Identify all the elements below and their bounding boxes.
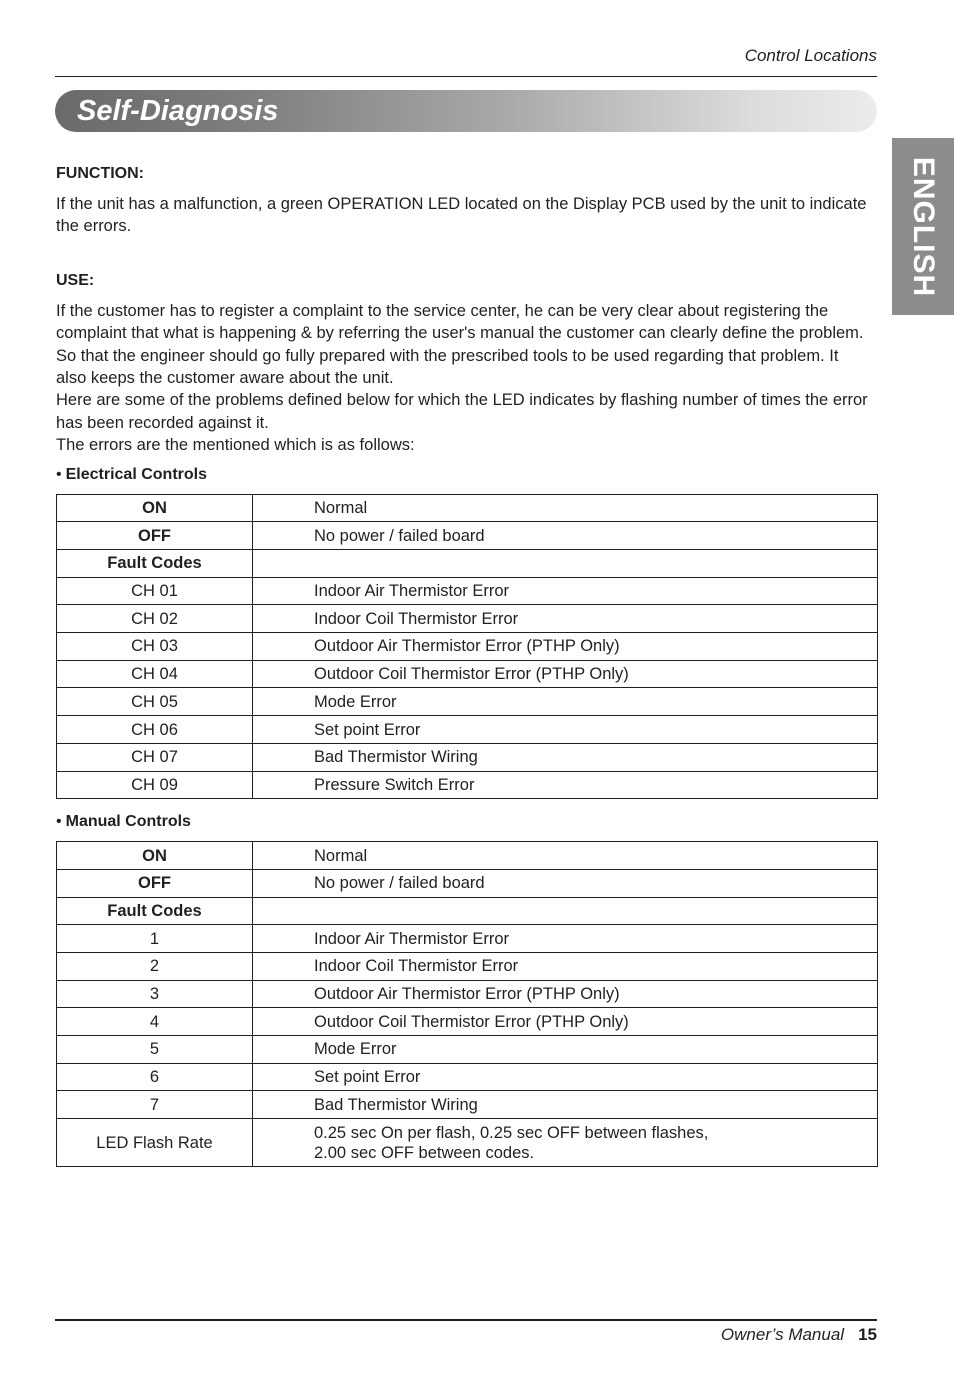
description-line: 2.00 sec OFF between codes.: [314, 1143, 535, 1162]
table-row: [57, 842, 878, 870]
function-text: If the unit has a malfunction, a green OPERATION LED located on the Display PCB used by the unit to indicate the errors.: [56, 195, 867, 236]
table-row: [57, 1091, 878, 1119]
main-content: [56, 163, 872, 1167]
header-divider: [55, 76, 877, 77]
code-cell: CH 09: [57, 771, 253, 799]
description-cell: Outdoor Air Thermistor Error (PTHP Only): [253, 980, 878, 1008]
table-row: [57, 1119, 878, 1167]
use-label: USE:: [56, 271, 95, 289]
description-cell: Outdoor Coil Thermistor Error (PTHP Only): [253, 660, 878, 688]
table-row: [57, 1063, 878, 1091]
code-cell: 1: [57, 925, 253, 953]
code-cell: 6: [57, 1063, 253, 1091]
description-cell: Set point Error: [253, 1063, 878, 1091]
table-row: [57, 688, 878, 716]
table-row: [57, 633, 878, 661]
table-row: [57, 952, 878, 980]
description-cell: Set point Error: [253, 716, 878, 744]
table-row: [57, 897, 878, 925]
description-line: 0.25 sec On per flash, 0.25 sec OFF between flashes,: [314, 1123, 709, 1142]
code-cell: CH 01: [57, 577, 253, 605]
table-row: [57, 660, 878, 688]
code-cell: 3: [57, 980, 253, 1008]
description-cell: Mode Error: [253, 688, 878, 716]
description-cell: Indoor Air Thermistor Error: [253, 925, 878, 953]
description-cell: Indoor Coil Thermistor Error: [253, 952, 878, 980]
code-cell: ON: [57, 842, 253, 870]
bullet-glyph: •: [56, 813, 62, 831]
title-banner: [55, 90, 877, 132]
description-cell: Indoor Coil Thermistor Error: [253, 605, 878, 633]
use-paragraph-1: If the customer has to register a complaint to the service center, he can be very clear about registering the complaint that what is happening & by referring the user's manual the customer can clearly define the problem.: [56, 301, 864, 343]
table-row: [57, 1008, 878, 1036]
code-cell: CH 04: [57, 660, 253, 688]
description-cell: Mode Error: [253, 1036, 878, 1064]
code-cell: CH 06: [57, 716, 253, 744]
page-title: Self-Diagnosis: [77, 95, 279, 127]
description-cell: Indoor Air Thermistor Error: [253, 577, 878, 605]
code-cell: 5: [57, 1036, 253, 1064]
description-cell: [253, 550, 878, 578]
running-header: Control Locations: [744, 46, 877, 65]
code-cell: OFF: [57, 869, 253, 897]
table-row: [57, 522, 878, 550]
table-row: [57, 550, 878, 578]
description-cell: Outdoor Air Thermistor Error (PTHP Only): [253, 633, 878, 661]
code-cell: LED Flash Rate: [57, 1119, 253, 1167]
description-cell: No power / failed board: [253, 522, 878, 550]
description-cell: Bad Thermistor Wiring: [253, 743, 878, 771]
code-cell: Fault Codes: [57, 897, 253, 925]
table-row: [57, 716, 878, 744]
description-cell: Normal: [253, 842, 878, 870]
code-cell: 2: [57, 952, 253, 980]
code-cell: 7: [57, 1091, 253, 1119]
use-paragraph-4: The errors are the mentioned which is as follows:: [56, 436, 415, 455]
electrical-controls-heading: [56, 464, 872, 486]
function-label: FUNCTION:: [56, 165, 144, 182]
language-tab-label: ENGLISH: [907, 156, 940, 297]
table-row: [57, 869, 878, 897]
manual-controls-label: Manual Controls: [65, 813, 191, 831]
table-row: [57, 605, 878, 633]
manual-controls-heading: [56, 811, 872, 833]
page-number: 15: [858, 1325, 877, 1344]
table-row: [57, 980, 878, 1008]
table-row: [57, 743, 878, 771]
table-row: [57, 494, 878, 522]
description-cell: [253, 897, 878, 925]
code-cell: CH 02: [57, 605, 253, 633]
use-paragraph-2: So that the engineer should go fully prepared with the prescribed tools to be used regarding that problem. It also keeps the customer aware about the unit.: [56, 346, 839, 388]
use-paragraph-3: Here are some of the problems defined below for which the LED indicates by flashing number of times the error has been recorded against it.: [56, 391, 868, 432]
code-cell: Fault Codes: [57, 550, 253, 578]
page-footer: [721, 1325, 877, 1345]
table-row: [57, 1036, 878, 1064]
footer-label: Owner’s Manual: [720, 1325, 845, 1344]
electrical-controls-label: Electrical Controls: [65, 465, 207, 483]
code-cell: CH 05: [57, 688, 253, 716]
description-cell: Pressure Switch Error: [253, 771, 878, 799]
footer-divider: [55, 1319, 877, 1321]
description-cell: Outdoor Coil Thermistor Error (PTHP Only): [253, 1008, 878, 1036]
description-cell: Bad Thermistor Wiring: [253, 1091, 878, 1119]
table-row: [57, 771, 878, 799]
table-row: [57, 925, 878, 953]
bullet-glyph: •: [56, 465, 62, 483]
code-cell: CH 03: [57, 633, 253, 661]
description-cell: [253, 1119, 878, 1167]
manual-controls-table: [56, 841, 878, 1167]
language-tab: [892, 138, 954, 315]
description-cell: Normal: [253, 494, 878, 522]
code-cell: OFF: [57, 522, 253, 550]
code-cell: CH 07: [57, 743, 253, 771]
electrical-controls-table: [56, 494, 878, 800]
table-row: [57, 577, 878, 605]
description-cell: No power / failed board: [253, 869, 878, 897]
code-cell: ON: [57, 494, 253, 522]
code-cell: 4: [57, 1008, 253, 1036]
